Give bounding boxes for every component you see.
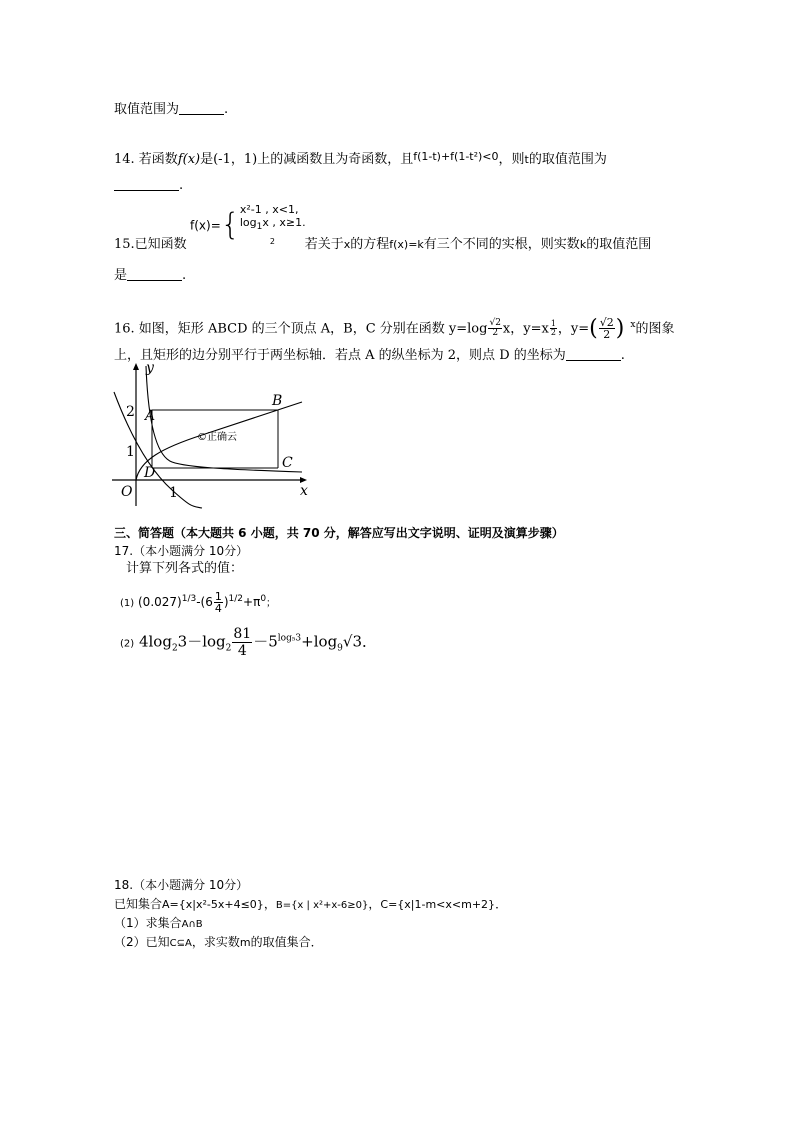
q18-sep2: ， xyxy=(368,897,381,911)
q17-p2-sqrt: √3 xyxy=(342,632,363,651)
q16-fraction xyxy=(599,317,615,340)
q14-lead: 14. 若函数 xyxy=(114,152,178,167)
q15-text4: 的取值范围 xyxy=(586,237,652,252)
period: . xyxy=(620,348,625,363)
q16-line2: 上，且矩形的边分别平行于两坐标轴．若点 A 的纵坐标为 2，则点 D 的坐标为 xyxy=(114,348,566,363)
q17-p1-exp3: 0 xyxy=(260,594,267,604)
q18-title: 18.（本小题满分 10分） xyxy=(114,878,249,892)
function-graph xyxy=(112,360,312,510)
q14-var: t xyxy=(524,153,529,166)
q15-fdef: f(x)= xyxy=(190,218,221,233)
q17-part1 xyxy=(120,590,276,614)
q17-p1-mid: -(6 xyxy=(196,595,213,609)
q17-p1-end: ； xyxy=(266,598,277,609)
q15-text1: 若关于 xyxy=(304,237,344,252)
q18-end: ． xyxy=(495,897,508,911)
q17-title: 17.（本小题满分 10分） xyxy=(114,544,249,558)
question-14 xyxy=(114,148,607,169)
y-label: y xyxy=(146,360,154,376)
q15-text3: 有三个不同的实根，则实数 xyxy=(423,237,580,252)
q18-p2-expr: C⊆A xyxy=(169,938,192,949)
q17-p1-mixed-num: 1 xyxy=(214,590,222,603)
q17-p1-mixed xyxy=(214,591,223,614)
q16-exp-den: 2 xyxy=(550,328,556,338)
question-15-line2 xyxy=(114,266,186,285)
q16-power: x xyxy=(630,320,636,330)
q14-text2: ，则 xyxy=(498,152,525,167)
q17-p1-exp1: 1/3 xyxy=(181,594,197,604)
q17-p2-c-exp: log₅3 xyxy=(277,633,302,644)
point-A: A xyxy=(145,408,156,424)
q16-text-b: x，y=x xyxy=(502,321,549,337)
q18-p2-text: ，求实数 xyxy=(191,935,240,949)
q17-prompt: 计算下列各式的值： xyxy=(126,561,244,576)
q15-var-k: k xyxy=(579,238,587,251)
q18-p1-expr: A∩B xyxy=(181,919,203,930)
q17-p1-close: ) xyxy=(223,595,229,609)
question-15 xyxy=(114,236,651,254)
q18-part2 xyxy=(114,933,323,953)
continued-text: 取值范围为 xyxy=(114,102,180,117)
q17-p2-den: 4 xyxy=(237,643,247,659)
answer-blank[interactable] xyxy=(566,346,621,361)
paren-open: ( xyxy=(589,315,598,341)
q16-frac-num: √2 xyxy=(599,316,614,330)
point-C: C xyxy=(282,455,293,471)
q14-condition: f(1-t)+f(1-t²)<0 xyxy=(413,150,499,163)
q17-p2-fraction xyxy=(232,626,252,659)
answer-blank[interactable] xyxy=(179,100,224,115)
tick-x1: 1 xyxy=(169,485,178,501)
q15-piece1: x²-1 , x<1, xyxy=(239,203,299,216)
q15-text2: 的方程 xyxy=(350,237,390,252)
section-heading: 三、简答题（本大题共 6 小题，共 70 分，解答应写出文字说明、证明及演算步骤） xyxy=(114,526,564,540)
q17-p2-d: +log xyxy=(301,632,338,651)
q15-log-den: 2 xyxy=(269,237,275,247)
period: . xyxy=(224,102,229,117)
point-B: B xyxy=(272,393,283,409)
q14-text3: 的取值范围为 xyxy=(528,152,607,167)
q18-given xyxy=(114,895,507,915)
q17-p2-a2: 3－log xyxy=(177,632,226,651)
q17-p2-a-sub: 2 xyxy=(171,643,178,654)
q14-text1: 是(-1，1)上的减函数且为奇函数，且 xyxy=(200,152,414,167)
q16-exp-num: 1 xyxy=(550,319,556,329)
q16-log-base xyxy=(488,319,501,338)
q15-line2: 是 xyxy=(114,268,128,283)
question-16 xyxy=(114,316,674,340)
q17-p2-c: －5 xyxy=(253,632,278,651)
q16-frac-den: 2 xyxy=(603,328,611,342)
curve-exponential xyxy=(146,366,302,472)
period: . xyxy=(182,268,187,283)
tick-y2: 2 xyxy=(126,404,135,420)
q14-fx: f(x) xyxy=(177,152,201,167)
q17-p2-d-sub: 9 xyxy=(337,643,343,654)
q16-text-d: 的图象 xyxy=(635,321,675,337)
q17-p1-exp2: 1/2 xyxy=(228,594,244,604)
paren-close: ) xyxy=(615,315,625,341)
period: . xyxy=(179,178,184,193)
y-axis-arrow xyxy=(133,363,139,370)
continued-line xyxy=(114,100,228,119)
q17-p1-mixed-den: 4 xyxy=(214,602,222,615)
q17-p1-label: (1) xyxy=(120,598,135,609)
answer-blank[interactable] xyxy=(127,266,182,281)
q17-p2-label: (2) xyxy=(120,638,135,650)
point-D: D xyxy=(144,465,156,481)
q18-part1 xyxy=(114,914,203,934)
q15-log-sub: 1 xyxy=(256,222,263,233)
tick-y1: 1 xyxy=(126,444,135,460)
q18-set-b: B={x | x²+x-6≥0} xyxy=(275,900,369,911)
origin-label: O xyxy=(121,484,133,500)
q16-base-den: 2 xyxy=(492,328,499,339)
q17-p2-a: 4log xyxy=(138,632,172,651)
q18-set-a: A={x|x²-5x+4≤0} xyxy=(162,898,264,911)
q15-lead: 15.已知函数 xyxy=(114,237,187,252)
q18-sep1: ， xyxy=(263,897,276,911)
q16-text-a: 16. 如图，矩形 ABCD 的三个顶点 A，B，C 分别在函数 y=log xyxy=(114,321,488,337)
brace-glyph: { xyxy=(220,207,240,243)
q18-p2-tail: 的取值集合． xyxy=(250,935,323,949)
q18-p2-var: m xyxy=(239,936,251,949)
q15-equation: f(x)=k xyxy=(389,238,424,251)
q17-part2 xyxy=(120,626,377,659)
q18-set-c: C={x|1-m<x<m+2} xyxy=(380,898,496,911)
q16-base-num: √2 xyxy=(489,318,501,329)
answer-blank[interactable] xyxy=(114,176,179,191)
q17-p2-num: 81 xyxy=(233,626,252,642)
watermark: ©正确云 xyxy=(197,432,237,443)
q17-p2-end: ． xyxy=(362,632,378,651)
q18-p1-label: （1）求集合 xyxy=(114,916,182,930)
q17-p1-base: (0.027) xyxy=(138,595,182,609)
x-label: x xyxy=(300,483,308,499)
question-14-line2 xyxy=(114,176,183,195)
q17-p2-b-sub: 2 xyxy=(225,643,232,654)
q16-text-c: ，y= xyxy=(557,321,590,337)
q18-given-text: 已知集合 xyxy=(114,897,163,911)
q17-p1-tail: +π xyxy=(243,595,261,609)
q16-exponent xyxy=(550,320,557,337)
q18-p2-label: （2）已知 xyxy=(114,935,170,949)
q15-piece2: x , x≥1. xyxy=(262,216,306,229)
q15-log: log xyxy=(239,216,257,229)
q15-var-x: x xyxy=(343,238,351,251)
